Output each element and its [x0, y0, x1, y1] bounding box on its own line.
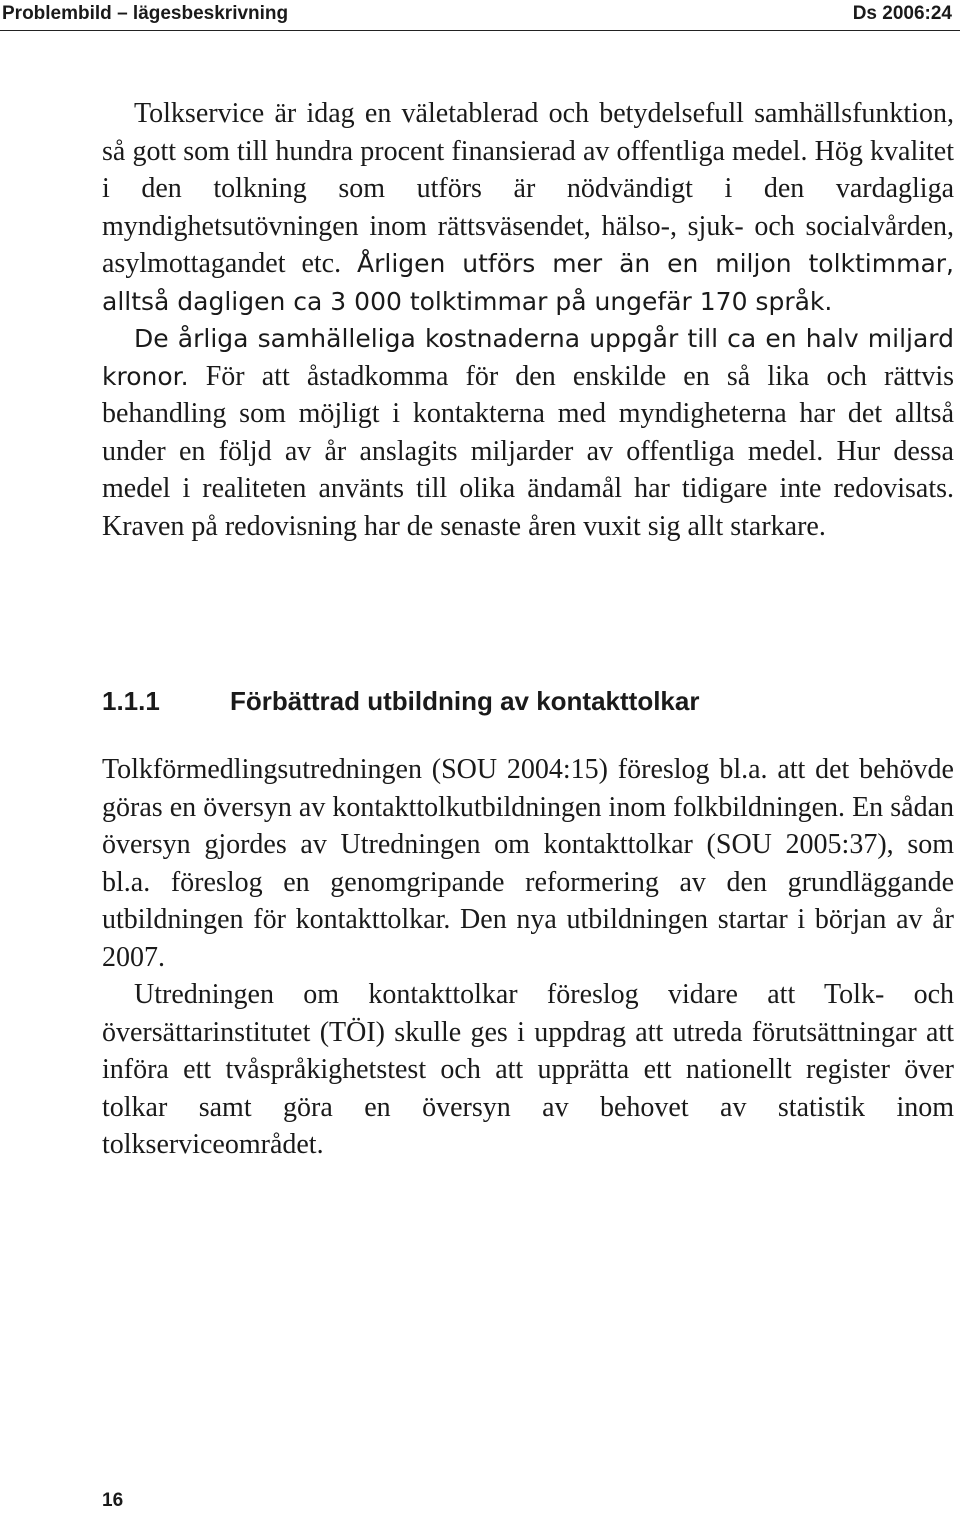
- header-chapter-title: Problembild – lägesbeskrivning: [2, 3, 289, 24]
- section-heading: [102, 686, 699, 717]
- running-header: [0, 0, 960, 31]
- section-number: 1.1.1: [102, 686, 160, 716]
- section-title: Förbättrad utbildning av kontakttolkar: [230, 686, 700, 716]
- paragraph-tolkservice-text: Tolkservice är idag en väletablerad och betydelsefull samhällsfunktion, så gott som till hundra procent finansierad av offentliga medel. Hög kvalitet i den tolkning som utförs är nödvändigt i den vardagliga myndighetsutövningen inom rättsväsendet, hälso-, sjuk- och socialvården, asylmottagandet etc.: [102, 98, 954, 279]
- section-education-text: [102, 751, 954, 1164]
- paragraph-costs: [102, 320, 954, 545]
- paragraph-tolkformedling: Tolkförmedlingsutredningen (SOU 2004:15) föreslog bl.a. att det behövde göras en översyn av kontakttolkutbildningen inom folkbildningen. En sådan översyn gjordes av Utredningen om kontakttolkar (SOU 2005:37), som bl.a. föreslog en genomgripande reformering av den grundläggande utbildningen för kontakttolkar. Den nya utbildningen startar i början av år 2007.: [102, 754, 954, 973]
- paragraph-costs-text: För att åstadkomma för den enskilde en så lika och rättvis behandling som möjligt i kontakterna med myndigheterna har det alltså under en följd av år anslagits miljarder av offentliga medel. Hur dessa medel i realiteten använts till olika ändamål har tidigare inte redovisats. Kraven på redovisning har de senaste åren vuxit sig allt starkare.: [102, 360, 954, 542]
- section-intro-text: [102, 95, 954, 545]
- paragraph-tolkservice-statistics: Årligen utförs mer än en miljon tolktimmar, alltså dagligen ca 3 000 tolktimmar på ungefär 170 språk.: [102, 249, 954, 316]
- page-number: 16: [102, 1490, 124, 1511]
- paragraph-toi: Utredningen om kontakttolkar föreslog vidare att Tolk- och översättarinstitutet (TÖI) skulle ges i uppdrag att utreda förutsättningar att införa ett tvåspråkighetstest och att upprätta ett nationellt register över tolkar samt göra en översyn av behovet av statistik inom tolkserviceområdet.: [102, 979, 954, 1160]
- paragraph-tolkservice: [102, 95, 954, 320]
- header-document-id: Ds 2006:24: [852, 3, 952, 24]
- paragraph-costs-statistics: De årliga samhälleliga kostnaderna uppgår till ca en halv miljard kronor.: [102, 324, 954, 391]
